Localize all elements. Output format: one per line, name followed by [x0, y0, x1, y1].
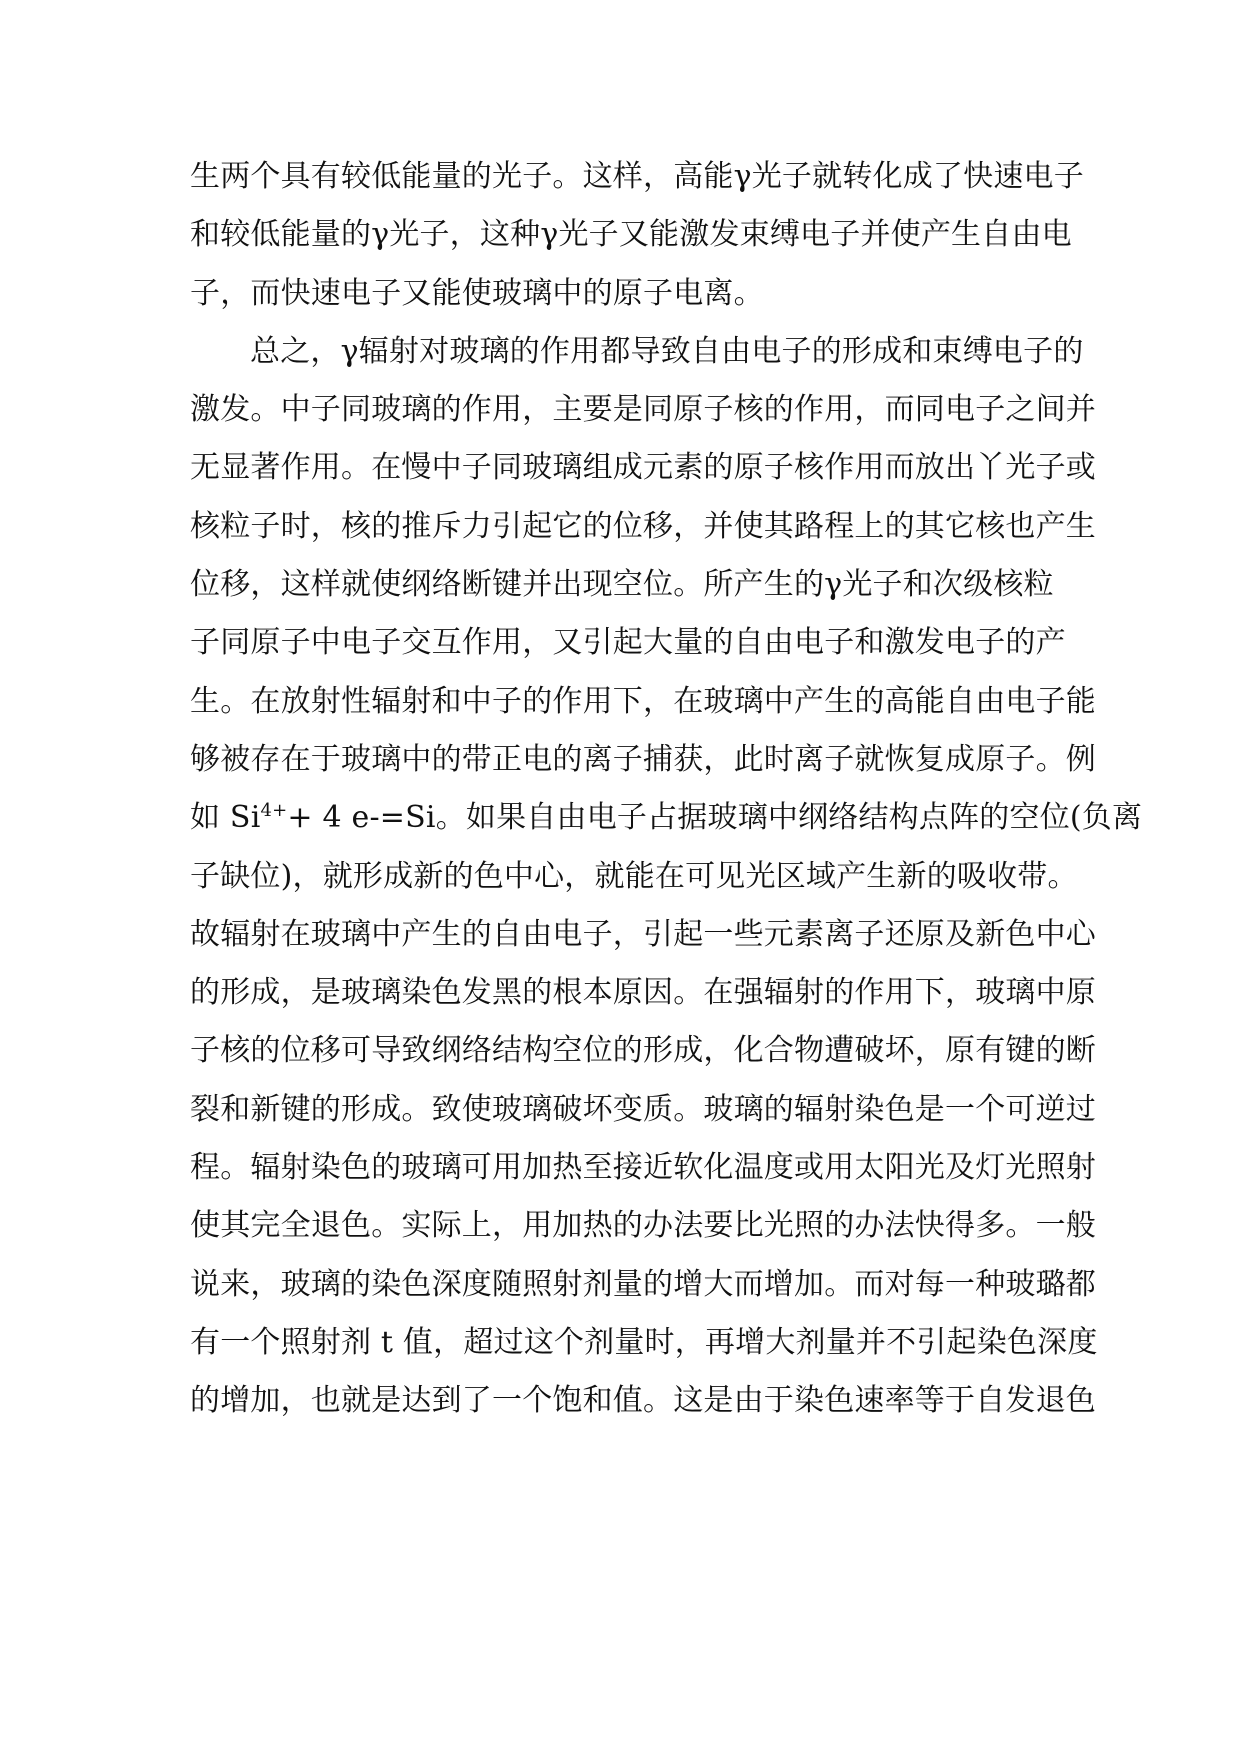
- text-line-11: 够被存在于玻璃中的带正电的离子捕获，此时离子就恢复成原子。例: [190, 741, 1096, 777]
- text-line-4: 总之，γ辐射对玻璃的作用都导致自由电子的形成和束缚电子的: [250, 333, 1084, 369]
- text-line-6: 无显著作用。在慢中子同玻璃组成元素的原子核作用而放出丫光子或: [190, 450, 1096, 486]
- text-line-22: 的增加，也就是达到了一个饱和值。这是由于染色速率等于自发退色: [190, 1383, 1096, 1419]
- text-line-12-formula: [190, 789, 1143, 847]
- text-line-3: 子，而快速电子又能使玻璃中的原子电离。: [190, 275, 764, 311]
- text-line-7: 核粒子时，核的推斥力引起它的位移，并使其路程上的其它核也产生: [190, 508, 1096, 544]
- text-line-9: 子同原子中电子交互作用，又引起大量的自由电子和激发电子的产: [190, 625, 1066, 661]
- text-line-2: 和较低能量的γ光子，这种γ光子又能激发束缚电子并使产生自由电: [190, 217, 1072, 253]
- formula-superscript: 4+: [260, 800, 288, 822]
- text-line-18: 程。辐射染色的玻璃可用加热至接近软化温度或用太阳光及灯光照射: [190, 1150, 1096, 1186]
- text-line-15: 的形成，是玻璃染色发黑的根本原因。在强辐射的作用下，玻璃中原: [190, 975, 1096, 1011]
- text-line-17: 裂和新键的形成。致使玻璃破坏变质。玻璃的辐射染色是一个可逆过: [190, 1091, 1096, 1127]
- text-line-10: 生。在放射性辐射和中子的作用下，在玻璃中产生的高能自由电子能: [190, 683, 1096, 719]
- text-line-14: 故辐射在玻璃中产生的自由电子，引起一些元素离子还原及新色中心: [190, 916, 1096, 952]
- text-line-5: 激发。中子同玻璃的作用，主要是同原子核的作用，而同电子之间并: [190, 392, 1096, 428]
- text-line-16: 子核的位移可导致纲络结构空位的形成，化合物遭破坏，原有键的断: [190, 1033, 1096, 1069]
- formula-prefix: 如 Si: [190, 800, 261, 836]
- text-line-20: 说来，玻璃的染色深度随照射剂量的增大而增加。而对每一种玻璐都: [190, 1266, 1096, 1302]
- text-line-13: 子缺位)，就形成新的色中心，就能在可见光区域产生新的吸收带。: [190, 858, 1078, 894]
- formula-suffix: + 4 e-=Si。如果自由电子占据玻璃中纲络结构点阵的空位(负离: [287, 800, 1143, 836]
- body-text: [190, 148, 1143, 1431]
- text-line-8: 位移，这样就使纲络断键并出现空位。所产生的γ光子和次级核粒: [190, 567, 1054, 603]
- text-line-19: 使其完全退色。实际上，用加热的办法要比光照的办法快得多。一般: [190, 1208, 1096, 1244]
- text-line-21: 有一个照射剂 t 值，超过这个剂量时，再增大剂量并不引起染色深度: [190, 1324, 1098, 1360]
- text-line-1: 生两个具有较低能量的光子。这样，高能γ光子就转化成了快速电子: [190, 159, 1084, 194]
